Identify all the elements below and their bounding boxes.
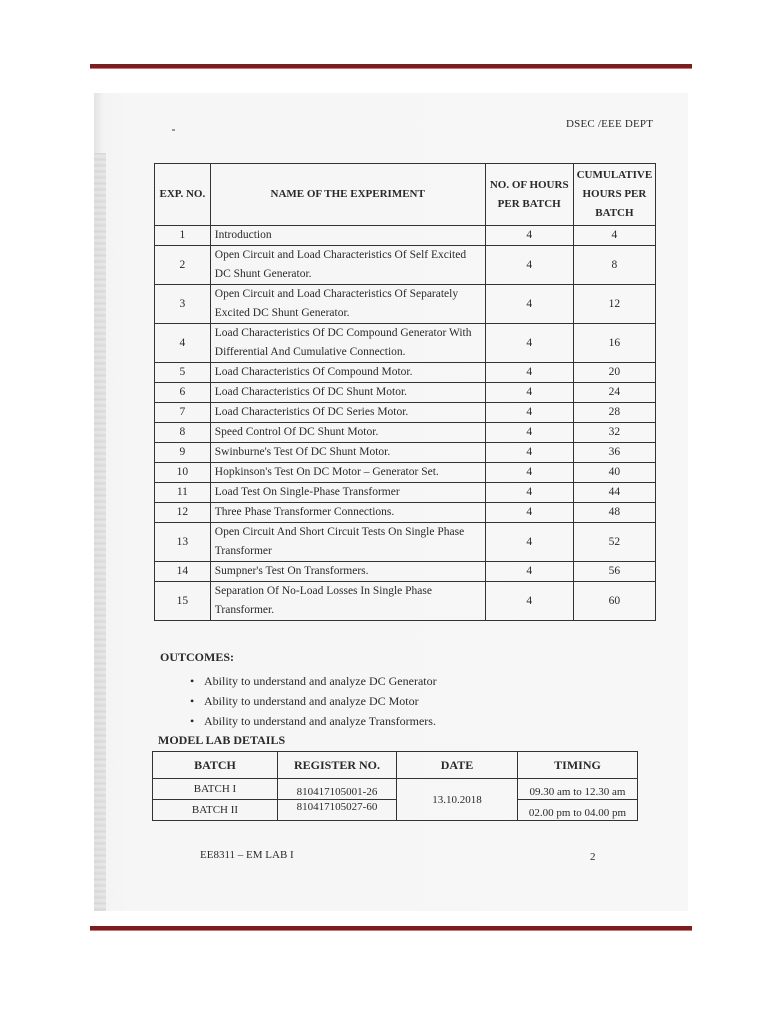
experiment-name-cell: Separation Of No-Load Losses In Single Phase Transformer. — [210, 582, 485, 621]
model-lab-title: MODEL LAB DETAILS — [158, 733, 286, 747]
top-divider — [90, 64, 692, 69]
cumulative-cell: 52 — [573, 523, 655, 562]
model-header-row — [153, 752, 638, 779]
col-experiment-name: NAME OF THE EXPERIMENT — [210, 164, 485, 226]
cumulative-cell: 8 — [573, 246, 655, 285]
exp-no-cell: 7 — [155, 403, 211, 423]
hours-cell: 4 — [485, 226, 573, 246]
experiment-name-cell: Open Circuit and Load Characteristics Of Self Excited DC Shunt Generator. — [210, 246, 485, 285]
experiment-name-cell: Swinburne's Test Of DC Shunt Motor. — [210, 443, 485, 463]
experiment-name-cell: Open Circuit and Load Characteristics Of Separately Excited DC Shunt Generator. — [210, 285, 485, 324]
table-row — [155, 443, 656, 463]
hours-cell: 4 — [485, 562, 573, 582]
table-row — [155, 285, 656, 324]
table-row — [155, 423, 656, 443]
hours-cell: 4 — [485, 403, 573, 423]
outcomes-list — [190, 671, 437, 731]
hours-cell: 4 — [485, 285, 573, 324]
outcomes-title: OUTCOMES: — [160, 650, 235, 664]
exp-no-cell: 12 — [155, 503, 211, 523]
model-lab-table — [152, 751, 638, 821]
table-row — [155, 483, 656, 503]
hours-cell: 4 — [485, 246, 573, 285]
timing-cell: 02.00 pm to 04.00 pm — [518, 800, 638, 821]
exp-no-cell: 2 — [155, 246, 211, 285]
exp-no-cell: 6 — [155, 383, 211, 403]
col-timing: TIMING — [518, 752, 638, 779]
exp-no-cell: 9 — [155, 443, 211, 463]
table-row — [155, 562, 656, 582]
table-row — [153, 779, 638, 800]
cumulative-cell: 40 — [573, 463, 655, 483]
experiment-name-cell: Load Characteristics Of DC Compound Generator With Differential And Cumulative Connection. — [210, 324, 485, 363]
hours-cell: 4 — [485, 383, 573, 403]
exp-no-cell: 10 — [155, 463, 211, 483]
experiment-name-cell: Hopkinson's Test On DC Motor – Generator Set. — [210, 463, 485, 483]
exp-no-cell: 11 — [155, 483, 211, 503]
table-header-row — [155, 164, 656, 226]
course-footer: EE8311 – EM LAB I — [200, 849, 294, 861]
cumulative-cell: 60 — [573, 582, 655, 621]
table-row — [155, 383, 656, 403]
col-register-no: REGISTER NO. — [278, 752, 397, 779]
cumulative-cell: 4 — [573, 226, 655, 246]
cumulative-cell: 24 — [573, 383, 655, 403]
col-batch: BATCH — [153, 752, 278, 779]
scan-mark — [172, 129, 175, 131]
register-cell: 810417105001-26 — [278, 779, 397, 800]
hours-cell: 4 — [485, 503, 573, 523]
cumulative-cell: 36 — [573, 443, 655, 463]
register-cell: 810417105027-60 — [278, 800, 397, 821]
hours-cell: 4 — [485, 582, 573, 621]
hours-cell: 4 — [485, 324, 573, 363]
experiment-name-cell: Introduction — [210, 226, 485, 246]
col-cumulative-hours: CUMULATIVE HOURS PER BATCH — [573, 164, 655, 226]
hours-cell: 4 — [485, 443, 573, 463]
table-row — [155, 246, 656, 285]
col-hours-per-batch: NO. OF HOURS PER BATCH — [485, 164, 573, 226]
col-date: DATE — [397, 752, 518, 779]
cumulative-cell: 16 — [573, 324, 655, 363]
table-row — [155, 324, 656, 363]
cumulative-cell: 12 — [573, 285, 655, 324]
table-row — [155, 582, 656, 621]
hours-cell: 4 — [485, 463, 573, 483]
exp-no-cell: 13 — [155, 523, 211, 562]
cumulative-cell: 56 — [573, 562, 655, 582]
hours-cell: 4 — [485, 423, 573, 443]
experiment-name-cell: Three Phase Transformer Connections. — [210, 503, 485, 523]
table-row — [153, 800, 638, 821]
table-row — [155, 523, 656, 562]
exp-no-cell: 5 — [155, 363, 211, 383]
batch-cell: BATCH II — [153, 800, 278, 821]
exp-no-cell: 15 — [155, 582, 211, 621]
experiment-name-cell: Sumpner's Test On Transformers. — [210, 562, 485, 582]
table-row — [155, 363, 656, 383]
page-number: 2 — [590, 851, 596, 863]
bottom-divider — [90, 926, 692, 931]
exp-no-cell: 1 — [155, 226, 211, 246]
experiment-name-cell: Load Characteristics Of Compound Motor. — [210, 363, 485, 383]
experiment-name-cell: Speed Control Of DC Shunt Motor. — [210, 423, 485, 443]
date-cell: 13.10.2018 — [397, 779, 518, 821]
scan-shadow — [94, 153, 106, 911]
timing-cell: 09.30 am to 12.30 am — [518, 779, 638, 800]
experiments-table — [154, 163, 656, 621]
hours-cell: 4 — [485, 523, 573, 562]
cumulative-cell: 48 — [573, 503, 655, 523]
department-header: DSEC /EEE DEPT — [566, 118, 654, 130]
cumulative-cell: 32 — [573, 423, 655, 443]
exp-no-cell: 4 — [155, 324, 211, 363]
experiment-name-cell: Load Test On Single-Phase Transformer — [210, 483, 485, 503]
table-row — [155, 403, 656, 423]
cumulative-cell: 44 — [573, 483, 655, 503]
cumulative-cell: 20 — [573, 363, 655, 383]
hours-cell: 4 — [485, 483, 573, 503]
table-row — [155, 503, 656, 523]
batch-cell: BATCH I — [153, 779, 278, 800]
outcome-item: • Ability to understand and analyze DC Motor — [190, 691, 437, 711]
cumulative-cell: 28 — [573, 403, 655, 423]
table-row — [155, 226, 656, 246]
outcome-item: • Ability to understand and analyze Transformers. — [190, 711, 437, 731]
exp-no-cell: 3 — [155, 285, 211, 324]
experiment-name-cell: Load Characteristics Of DC Series Motor. — [210, 403, 485, 423]
experiment-name-cell: Load Characteristics Of DC Shunt Motor. — [210, 383, 485, 403]
exp-no-cell: 14 — [155, 562, 211, 582]
table-row — [155, 463, 656, 483]
scanned-page — [94, 93, 688, 911]
outcome-item: • Ability to understand and analyze DC Generator — [190, 671, 437, 691]
experiment-name-cell: Open Circuit And Short Circuit Tests On Single Phase Transformer — [210, 523, 485, 562]
exp-no-cell: 8 — [155, 423, 211, 443]
hours-cell: 4 — [485, 363, 573, 383]
col-exp-no: EXP. NO. — [155, 164, 211, 226]
